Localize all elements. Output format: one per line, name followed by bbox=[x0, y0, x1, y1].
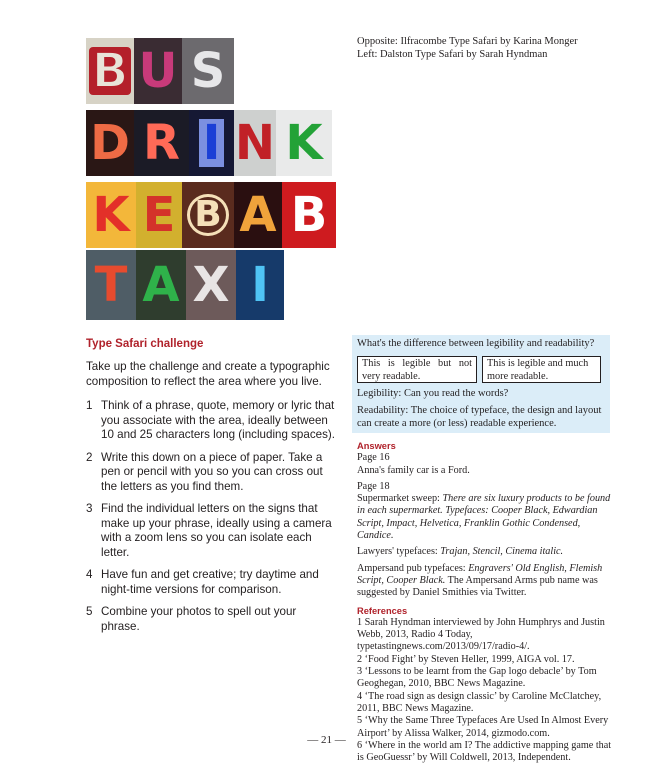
legibility-question: What's the difference between legibility and readability? bbox=[357, 338, 595, 349]
reference-item: 5 ‘Why the Same Three Typefaces Are Used In Almost Every Airport’ by Alissa Walker, 2014, gizmodo.com. bbox=[357, 715, 609, 739]
caption-left: Left: Dalston Type Safari by Sarah Hyndman bbox=[357, 49, 548, 60]
step-number: 3 bbox=[86, 502, 93, 515]
lawyers-typefaces-answer bbox=[357, 546, 613, 558]
step-number: 1 bbox=[86, 399, 93, 412]
photo-letter-i2: I bbox=[236, 250, 284, 320]
photo-caption bbox=[357, 35, 617, 61]
photo-letter-b: B bbox=[86, 38, 134, 104]
reference-item: 3 ‘Lessons to be learnt from the Gap logo debacle’ by Tom Geoghegan, 2010, BBC News Magazine. bbox=[357, 666, 597, 690]
photo-letter-t: T bbox=[86, 250, 136, 320]
challenge-step bbox=[86, 605, 338, 634]
page-number: — 21 — bbox=[307, 734, 346, 746]
photo-letter-b2: B bbox=[182, 182, 234, 248]
type-safari-photo-collage bbox=[86, 38, 336, 322]
photo-letter-e: E bbox=[136, 182, 182, 248]
step-number: 2 bbox=[86, 450, 93, 464]
answers-page18: Page 18 bbox=[357, 480, 390, 492]
photo-row-taxi bbox=[86, 250, 284, 316]
legibility-readability-box bbox=[352, 335, 610, 433]
challenge-heading: Type Safari challenge bbox=[86, 338, 204, 350]
step-text: Write this down on a piece of paper. Take a pen or pencil with you so you can cross out the letters as you find them. bbox=[101, 450, 323, 493]
type-safari-challenge bbox=[86, 338, 338, 642]
references-heading: References bbox=[357, 605, 408, 616]
challenge-intro: Take up the challenge and create a typographic composition to reflect the area where you live. bbox=[86, 360, 330, 388]
legibility-definition: Legibility: Can you read the words? bbox=[357, 388, 509, 399]
caption-opposite: Opposite: Ilfracombe Type Safari by Karina Monger bbox=[357, 36, 578, 47]
challenge-steps bbox=[86, 399, 338, 634]
readability-definition: Readability: The choice of typeface, the design and layout can create a more (or less) readable experience. bbox=[357, 405, 602, 429]
answers-and-references bbox=[357, 440, 613, 764]
photo-letter-d: D bbox=[86, 110, 134, 176]
sweep-label: Supermarket sweep: bbox=[357, 493, 440, 505]
challenge-step bbox=[86, 568, 338, 597]
legible-not-readable-example: This is legible but not very readable. bbox=[357, 356, 477, 383]
photo-letter-b3: B bbox=[282, 182, 336, 248]
page16-label: Page 16 bbox=[357, 452, 390, 464]
page16-answer: Anna's family car is a Ford. bbox=[357, 464, 470, 476]
reference-item: 4 ‘The road sign as design classic’ by Caroline McClatchey, 2011, BBC News Magazine. bbox=[357, 690, 602, 714]
photo-letter-x: X bbox=[186, 250, 236, 320]
photo-row-bus bbox=[86, 38, 234, 104]
reference-item: 1 Sarah Hyndman interviewed by John Humphrys and Justin Webb, 2013, Radio 4 Today, typetastingnews.com/2013/09/17/radio-4/. bbox=[357, 616, 605, 653]
photo-letter-k: K bbox=[276, 110, 332, 176]
reference-item: 6 ‘Where in the world am I? The addictive mapping game that is GeoGuessr’ by Will Coldwell, 2013, Independent. bbox=[357, 739, 612, 764]
step-text: Have fun and get creative; try daytime and night-time versions for comparison. bbox=[101, 568, 319, 596]
photo-letter-a: A bbox=[234, 182, 282, 248]
step-text: Find the individual letters on the signs that make up your phrase, ideally using a camera with a zoom lens so you can isolate each letter. bbox=[101, 502, 332, 559]
answers-page16 bbox=[357, 452, 613, 477]
photo-letter-n: N bbox=[234, 110, 276, 176]
lawyers-label: Lawyers' typefaces: bbox=[357, 546, 438, 558]
challenge-step bbox=[86, 502, 338, 560]
photo-row-kebab bbox=[86, 182, 336, 248]
ampersand-note: The Ampersand Arms pub name was suggested by Daniel Smithies via Twitter. bbox=[357, 574, 598, 599]
challenge-step bbox=[86, 451, 338, 495]
step-text: Think of a phrase, quote, memory or lyric that you associate with the area, ideally between 10 and 25 characters long (including spaces). bbox=[101, 399, 335, 441]
lawyers-text: Trajan, Stencil, Cinema italic. bbox=[440, 546, 564, 558]
photo-letter-s: S bbox=[182, 38, 234, 104]
legible-readable-example: This is legible and much more readable. bbox=[482, 356, 601, 383]
supermarket-sweep-answer bbox=[357, 493, 613, 542]
reference-item: 2 ‘Food Fight’ by Steven Heller, 1999, AIGA vol. 17. bbox=[357, 653, 575, 665]
step-number: 4 bbox=[86, 568, 93, 581]
photo-letter-i: I bbox=[189, 110, 234, 176]
photo-letter-a2: A bbox=[136, 250, 186, 320]
challenge-step bbox=[86, 399, 338, 443]
ampersand-typefaces-answer bbox=[357, 563, 613, 600]
answers-heading: Answers bbox=[357, 441, 396, 451]
step-number: 5 bbox=[86, 605, 93, 618]
photo-row-drink bbox=[86, 110, 332, 176]
photo-letter-u: U bbox=[134, 38, 182, 104]
step-text: Combine your photos to spell out your phrase. bbox=[101, 605, 297, 633]
ampersand-label: Ampersand pub typefaces: bbox=[357, 562, 466, 574]
photo-letter-k2: K bbox=[86, 182, 136, 248]
ampersand-text: Engravers' Old English, Flemish Script, Cooper Black. bbox=[357, 562, 603, 586]
photo-letter-r: R bbox=[134, 110, 189, 176]
sweep-text: There are six luxury products to be found in each supermarket. Typefaces: Cooper Black, Edwardian Script, Impact, Helvetica, Franklin Gothic Condensed, Candice. bbox=[357, 493, 611, 542]
